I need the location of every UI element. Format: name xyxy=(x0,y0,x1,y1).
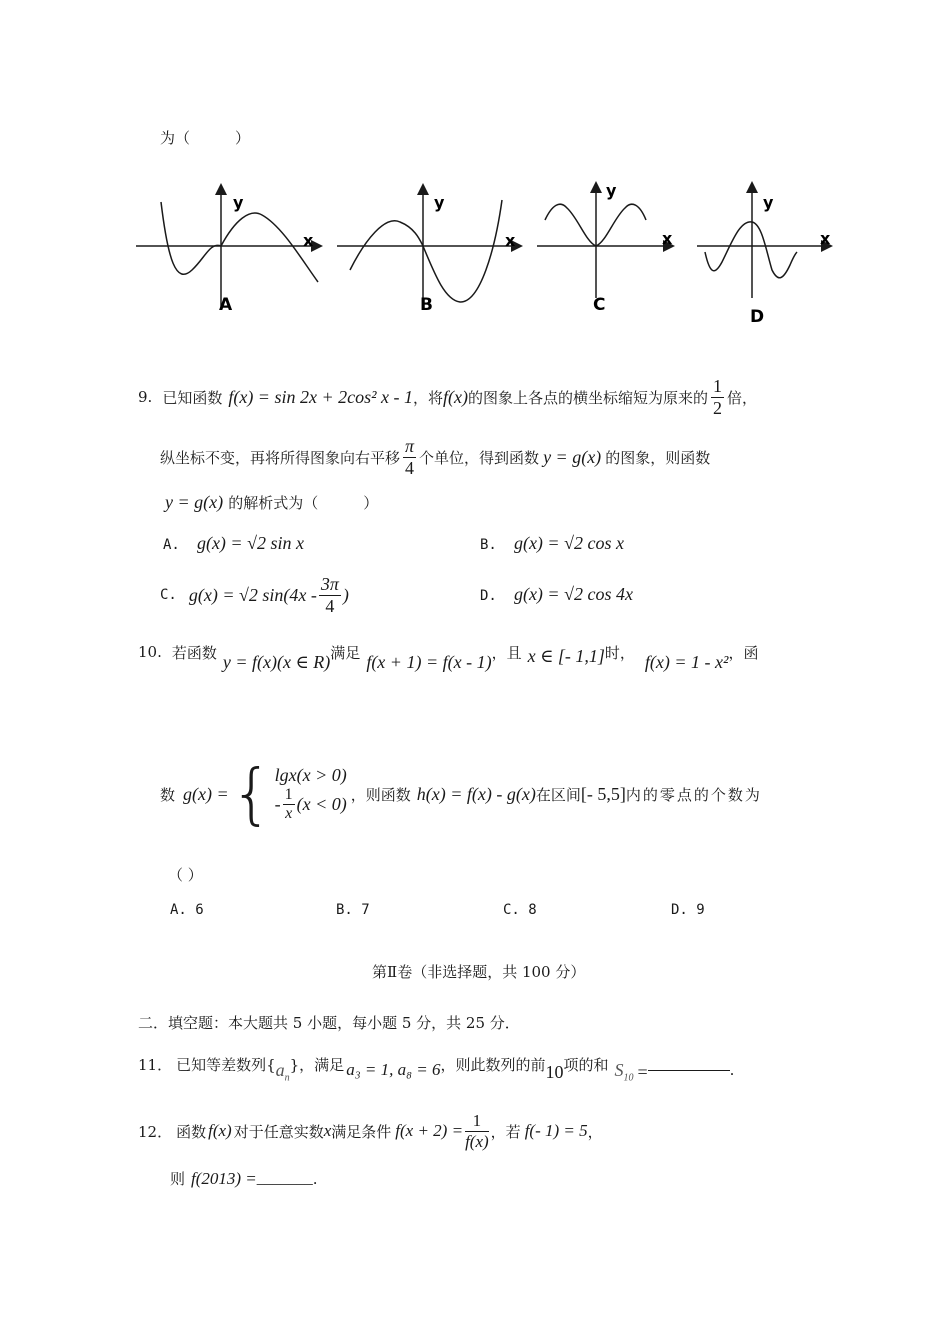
answer-blank[interactable] xyxy=(648,1070,730,1071)
graph-label-c: C xyxy=(593,295,606,315)
q9-option-b[interactable]: B. g(x) = √2 cos x xyxy=(480,533,624,553)
x-axis-label: x xyxy=(662,229,673,248)
graph-b xyxy=(337,186,520,315)
q10-option-d[interactable]: D. 9 xyxy=(671,902,705,918)
fraction-pi-over-4: $\frac{\pi}{4}$ xyxy=(405,435,415,478)
q10-line1: 10. 若函数 y = f(x)(x ∈ R) 满足 f(x + 1) = f(x - 1) ，且 x ∈ [- 1,1] 时， f(x) = 1 - x² ，函 xyxy=(138,643,759,672)
q9-function-definition: f(x) = sin 2x + 2cos² x - 1 xyxy=(228,386,413,407)
part-heading: 二．填空题：本大题共 5 小题，每小题 5 分，共 25 分． xyxy=(138,1014,520,1032)
q12-line1: 12． 函数 f(x) 对于任意实数 x 满足条件 f(x + 2) = $\frac{1}{f(x)}$ ，若 f(- 1) = 5 ， xyxy=(138,1110,603,1151)
curve-b xyxy=(350,200,502,302)
q9-line2: 纵坐标不变，再将所得图象向右平移 $\frac{\pi}{4}$ 个单位，得到函数 y = g(x) 的图象，则函数 xyxy=(160,435,711,478)
graph-c xyxy=(537,181,673,315)
answer-blank[interactable]: _______ xyxy=(256,1169,313,1187)
q10-line2: 数 g(x) = { lgx(x > 0) - $\frac{1}{x}$ (x < 0) ，则函数 h(x) = f(x) - g(x) 在区间 [- 5,5] 内的零点的个数为 xyxy=(160,755,762,832)
graph-d xyxy=(697,184,831,327)
q9-line1: 9. 已知函数 f(x) = sin 2x + 2cos² x - 1 ，将 f(x) 的图象上各点的横坐标缩短为原来的 $\frac{1}{2}$ 倍， xyxy=(138,375,757,418)
q9-option-c[interactable]: C. g(x) = √2 sin(4x - $\frac{3\pi}{4}$ ) xyxy=(160,573,349,616)
section-title: 第Ⅱ卷（非选择题，共 100 分） xyxy=(372,963,586,981)
graph-label-d: D xyxy=(750,307,765,327)
q10-option-b[interactable]: B. 7 xyxy=(336,902,370,918)
y-axis-label: y xyxy=(434,193,445,212)
q9-option-d[interactable]: D. g(x) = √2 cos 4x xyxy=(480,584,633,604)
q11-number: 11． xyxy=(138,1055,173,1074)
q10-number: 10. xyxy=(138,643,162,661)
question-stem-tail: 为（ ） xyxy=(160,129,251,147)
piecewise-brace: { xyxy=(230,755,273,832)
y-axis-label: y xyxy=(763,193,774,212)
q10-option-c[interactable]: C. 8 xyxy=(503,902,537,918)
graph-options-figure xyxy=(0,170,950,330)
curve-a xyxy=(161,202,318,282)
q12-line2: 则 f(2013) = _______ . xyxy=(170,1168,318,1188)
x-axis-label: x xyxy=(303,231,314,250)
x-axis-label: x xyxy=(820,229,831,248)
graph-label-a: A xyxy=(219,295,233,315)
y-axis-label: y xyxy=(606,181,617,200)
q9-number: 9. xyxy=(138,388,153,406)
graph-a xyxy=(136,186,320,315)
q9-line3: y = g(x) 的解析式为（ ） xyxy=(165,492,379,512)
curve-d xyxy=(705,222,797,278)
graph-label-b: B xyxy=(420,295,433,315)
piecewise-cases: lgx(x > 0) - $\frac{1}{x}$ (x < 0) xyxy=(274,764,347,822)
q10-option-a[interactable]: A. 6 xyxy=(170,902,204,918)
fraction-one-half: $\frac{1}{2}$ xyxy=(712,375,722,418)
q12-number: 12． xyxy=(138,1122,173,1141)
q11-line: 11． 已知等差数列{ $a_n$ }，满足 a₃ = 1, a₈ = 6 ，则此数列的前 10 项的和 $S_{10}$ = . xyxy=(138,1055,735,1084)
q9-option-a[interactable]: A. g(x) = √2 sin x xyxy=(163,533,304,553)
y-axis-label: y xyxy=(233,193,244,212)
q10-answer-paren: （ ） xyxy=(168,866,203,884)
x-axis-label: x xyxy=(505,231,516,250)
